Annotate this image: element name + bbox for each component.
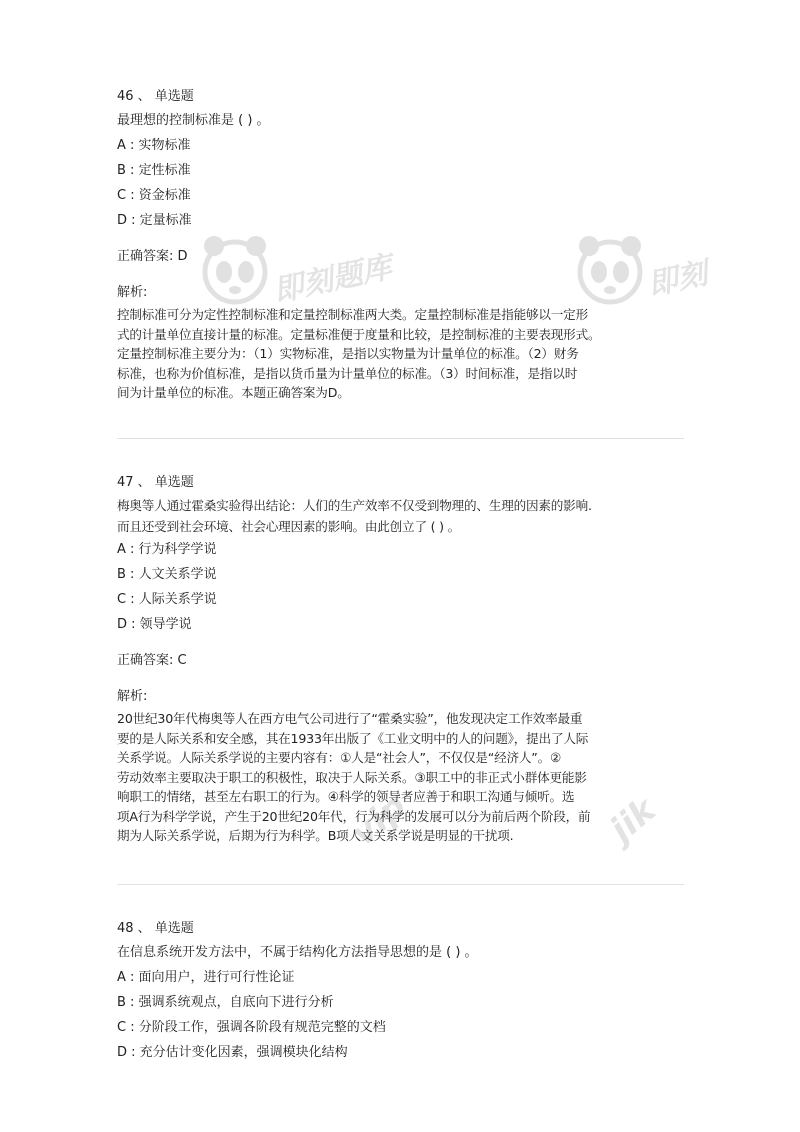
question-stem: 在信息系统开发方法中，不属于结构化方法指导思想的是 ( ) 。 xyxy=(117,945,478,960)
analysis-line: 响职工的情绪，甚至左右职工的行为。④科学的领导者应善于和职工沟通与倾听。选 xyxy=(117,789,575,804)
question-stem: 最理想的控制标准是 ( ) 。 xyxy=(117,113,270,128)
analysis-line: 期为人际关系学说，后期为行为科学。B项人文关系学说是明显的干扰项. xyxy=(117,828,514,843)
question-stem: 梅奥等人通过霍桑实验得出结论：人们的生产效率不仅受到物理的、生理的因素的影响. xyxy=(117,498,592,513)
option-b: B : 人文关系学说 xyxy=(117,567,217,582)
question-header: 46 、 单选题 xyxy=(117,89,194,104)
analysis-line: 项A行为科学学说，产生于20世纪20年代，行为科学的发展可以分为前后两个阶段，前 xyxy=(117,808,591,824)
analysis-line: 要的是人际关系和安全感，其在1933年出版了《工业文明中的人的问题》，提出了人际 xyxy=(117,730,589,746)
option-c: C : 资金标准 xyxy=(117,188,191,203)
watermark-url: vip xyxy=(343,785,415,855)
option-b: B : 强调系统观点，自底向下进行分析 xyxy=(117,995,334,1010)
question-stem: 而且还受到社会环境、社会心理因素的影响。由此创立了 ( ) 。 xyxy=(117,519,461,534)
analysis-label: 解析: xyxy=(117,285,148,300)
question-47 xyxy=(117,471,687,846)
option-a: A : 实物标准 xyxy=(117,138,191,153)
analysis-line: 间为计量单位的标准。本题正确答案为D。 xyxy=(117,385,350,400)
analysis-label: 解析: xyxy=(117,689,148,704)
watermark-brand: 即刻题库 xyxy=(270,249,396,310)
question-48 xyxy=(117,917,687,1065)
option-d: D : 充分估计变化因素，强调模块化结构 xyxy=(117,1045,348,1060)
option-d: D : 定量标准 xyxy=(117,213,192,228)
option-c: C : 人际关系学说 xyxy=(117,592,217,607)
correct-answer: 正确答案: C xyxy=(117,653,187,668)
analysis-line: 式的计量单位直接计量的标准。定量标准便于度量和比较，是控制标准的主要表现形式。 xyxy=(117,326,601,342)
option-b: B : 定性标准 xyxy=(117,163,191,178)
option-d: D : 领导学说 xyxy=(117,617,192,632)
correct-answer: 正确答案: D xyxy=(117,249,188,264)
question-46 xyxy=(117,85,687,403)
option-c: C : 分阶段工作，强调各阶段有规范完整的文档 xyxy=(117,1020,386,1035)
question-header: 47 、 单选题 xyxy=(117,475,194,490)
analysis-line: 定量控制标准主要分为：（1）实物标准，是指以实物量为计量单位的标准。（2）财务 xyxy=(117,346,579,361)
analysis-line: 标准，也称为价值标准，是指以货币量为计量单位的标准。（3）时间标准，是指以时 xyxy=(117,365,578,381)
analysis-line: 20世纪30年代梅奥等人在西方电气公司进行了“霍桑实验”，他发现决定工作效率最重 xyxy=(117,711,583,726)
option-a: A : 面向用户，进行可行性论证 xyxy=(117,970,295,985)
analysis-line: 劳动效率主要取决于职工的积极性，取决于人际关系。③职工中的非正式小群体更能影 xyxy=(117,769,587,785)
option-a: A : 行为科学学说 xyxy=(117,542,217,557)
divider xyxy=(117,438,684,439)
watermark-url-2: jik xyxy=(602,789,664,851)
analysis-line: 关系学说。人际关系学说的主要内容有：①人是“社会人”，不仅仅是“经济人”。② xyxy=(117,750,562,765)
question-header: 48 、 单选题 xyxy=(117,921,194,936)
watermark-brand-short: 即刻 xyxy=(644,256,711,303)
analysis-line: 控制标准可分为定性控制标准和定量控制标准两大类。定量控制标准是指能够以一定形 xyxy=(117,307,588,322)
divider xyxy=(117,884,684,885)
